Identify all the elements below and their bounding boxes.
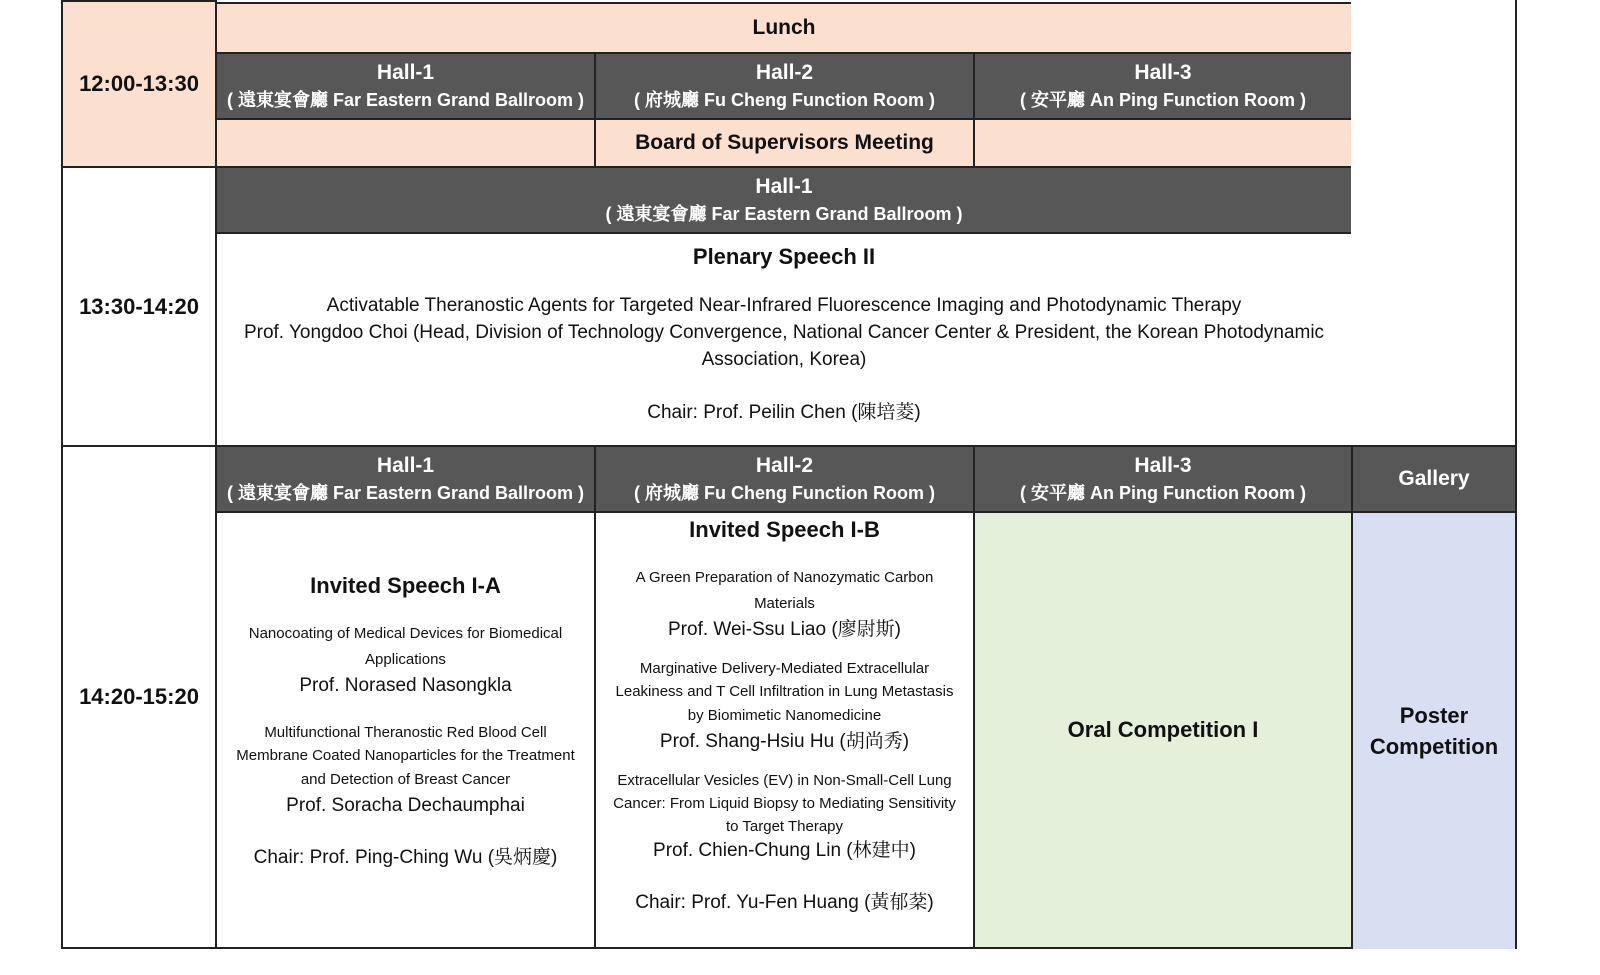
- talk-title: by Biomimetic Nanomedicine: [687, 707, 882, 724]
- poster-competition-title: Poster: [1399, 703, 1469, 728]
- hall-3-header: [973, 52, 1353, 120]
- board-meeting-title: Board of Supervisors Meeting: [635, 131, 934, 154]
- speaker: Prof. Wei-Ssu Liao (廖尉斯): [668, 619, 901, 640]
- poster-competition-cell: [1351, 511, 1517, 949]
- talk-title: Extracellular Vesicles (EV) in Non-Small-Cell Lung: [617, 772, 952, 789]
- hall-name: Hall-3: [1134, 454, 1192, 477]
- invited-speech-a-cell: [215, 511, 596, 949]
- gallery-header: [1351, 445, 1517, 513]
- talk-title: Marginative Delivery-Mediated Extracellular: [639, 660, 930, 677]
- hall-name: Hall-1: [376, 61, 435, 84]
- invited-a-title: Invited Speech I-A: [310, 573, 501, 598]
- lunch-hall-1-cell: [215, 118, 596, 168]
- lunch-hall-3-cell: [973, 118, 1353, 168]
- talk-title: Leakiness and T Cell Infiltration in Lung Metastasis: [615, 683, 954, 700]
- speaker: Prof. Chien-Chung Lin (林建中): [653, 840, 916, 861]
- oral-competition-cell: [973, 511, 1353, 949]
- lunch-banner: [215, 2, 1353, 54]
- hall-room: ( 遠東宴會廳 Far Eastern Grand Ballroom ): [605, 204, 963, 224]
- lunch-title: Lunch: [752, 16, 816, 39]
- hall-2-header: [594, 445, 975, 513]
- plenary-talk-title: Activatable Theranostic Agents for Targeted Near-Infrared Fluorescence Imaging and Photodynamic Therapy: [326, 295, 1242, 316]
- talk-title: Applications: [365, 651, 446, 668]
- plenary-speaker-cont: Association, Korea): [701, 349, 867, 370]
- chair: Chair: Prof. Yu-Fen Huang (黃郁棻): [635, 892, 934, 913]
- plenary-hall-header: [215, 166, 1353, 234]
- talk-title: and Detection of Breast Cancer: [300, 771, 511, 788]
- hall-name: Hall-2: [755, 454, 814, 477]
- talk-title: Nanocoating of Medical Devices for Biomedical: [248, 625, 563, 642]
- talk-title: A Green Preparation of Nanozymatic Carbon: [635, 569, 934, 586]
- hall-room: ( 府城廳 Fu Cheng Function Room ): [634, 90, 935, 110]
- chair: Chair: Prof. Ping-Ching Wu (吳炳慶): [253, 847, 558, 868]
- time-cell-lunch: [61, 0, 217, 168]
- hall-name: Hall-3: [1134, 61, 1192, 84]
- plenary-cell: [215, 232, 1353, 447]
- hall-name: Hall-2: [755, 61, 814, 84]
- right-blank-column: [1351, 0, 1517, 447]
- speaker: Prof. Norased Nasongkla: [299, 675, 512, 696]
- talk-title: Materials: [754, 595, 815, 612]
- gallery-name: Gallery: [1398, 467, 1470, 490]
- poster-competition-title-cont: Competition: [1369, 734, 1499, 759]
- plenary-chair: Chair: Prof. Peilin Chen (陳培菱): [647, 402, 921, 423]
- hall-1-header: [215, 52, 596, 120]
- hall-name: Hall-1: [755, 175, 813, 198]
- oral-competition-title: Oral Competition I: [1067, 717, 1259, 742]
- hall-room: ( 遠東宴會廳 Far Eastern Grand Ballroom ): [226, 90, 585, 110]
- hall-room: ( 安平廳 An Ping Function Room ): [1020, 483, 1306, 503]
- plenary-speaker: Prof. Yongdoo Choi (Head, Division of Technology Convergence, National Cancer Center & President, the Korean Photodynamic: [243, 322, 1325, 343]
- plenary-title: Plenary Speech II: [692, 244, 876, 269]
- invited-speech-b-cell: [594, 511, 975, 949]
- time-cell-plenary: [61, 166, 217, 447]
- hall-1-header: [215, 445, 596, 513]
- invited-b-title: Invited Speech I-B: [689, 517, 880, 542]
- time-cell-afternoon: [61, 445, 217, 949]
- talk-title: Membrane Coated Nanoparticles for the Treatment: [236, 747, 575, 764]
- hall-2-header: [594, 52, 975, 120]
- time-label: 14:20-15:20: [79, 684, 199, 709]
- talk-title: Cancer: From Liquid Biopsy to Mediating Sensitivity: [613, 795, 956, 812]
- hall-room: ( 府城廳 Fu Cheng Function Room ): [634, 483, 935, 503]
- talk-title: Multifunctional Theranostic Red Blood Cell: [264, 724, 547, 741]
- time-label: 13:30-14:20: [79, 293, 199, 319]
- speaker: Prof. Shang-Hsiu Hu (胡尚秀): [659, 731, 910, 752]
- board-meeting-cell: [594, 118, 975, 168]
- hall-name: Hall-1: [376, 454, 435, 477]
- talk-title: to Target Therapy: [725, 818, 844, 835]
- hall-room: ( 遠東宴會廳 Far Eastern Grand Ballroom ): [226, 483, 585, 503]
- hall-room: ( 安平廳 An Ping Function Room ): [1020, 90, 1306, 110]
- hall-3-header: [973, 445, 1353, 513]
- time-label: 12:00-13:30: [79, 71, 199, 96]
- speaker: Prof. Soracha Dechaumphai: [286, 795, 525, 816]
